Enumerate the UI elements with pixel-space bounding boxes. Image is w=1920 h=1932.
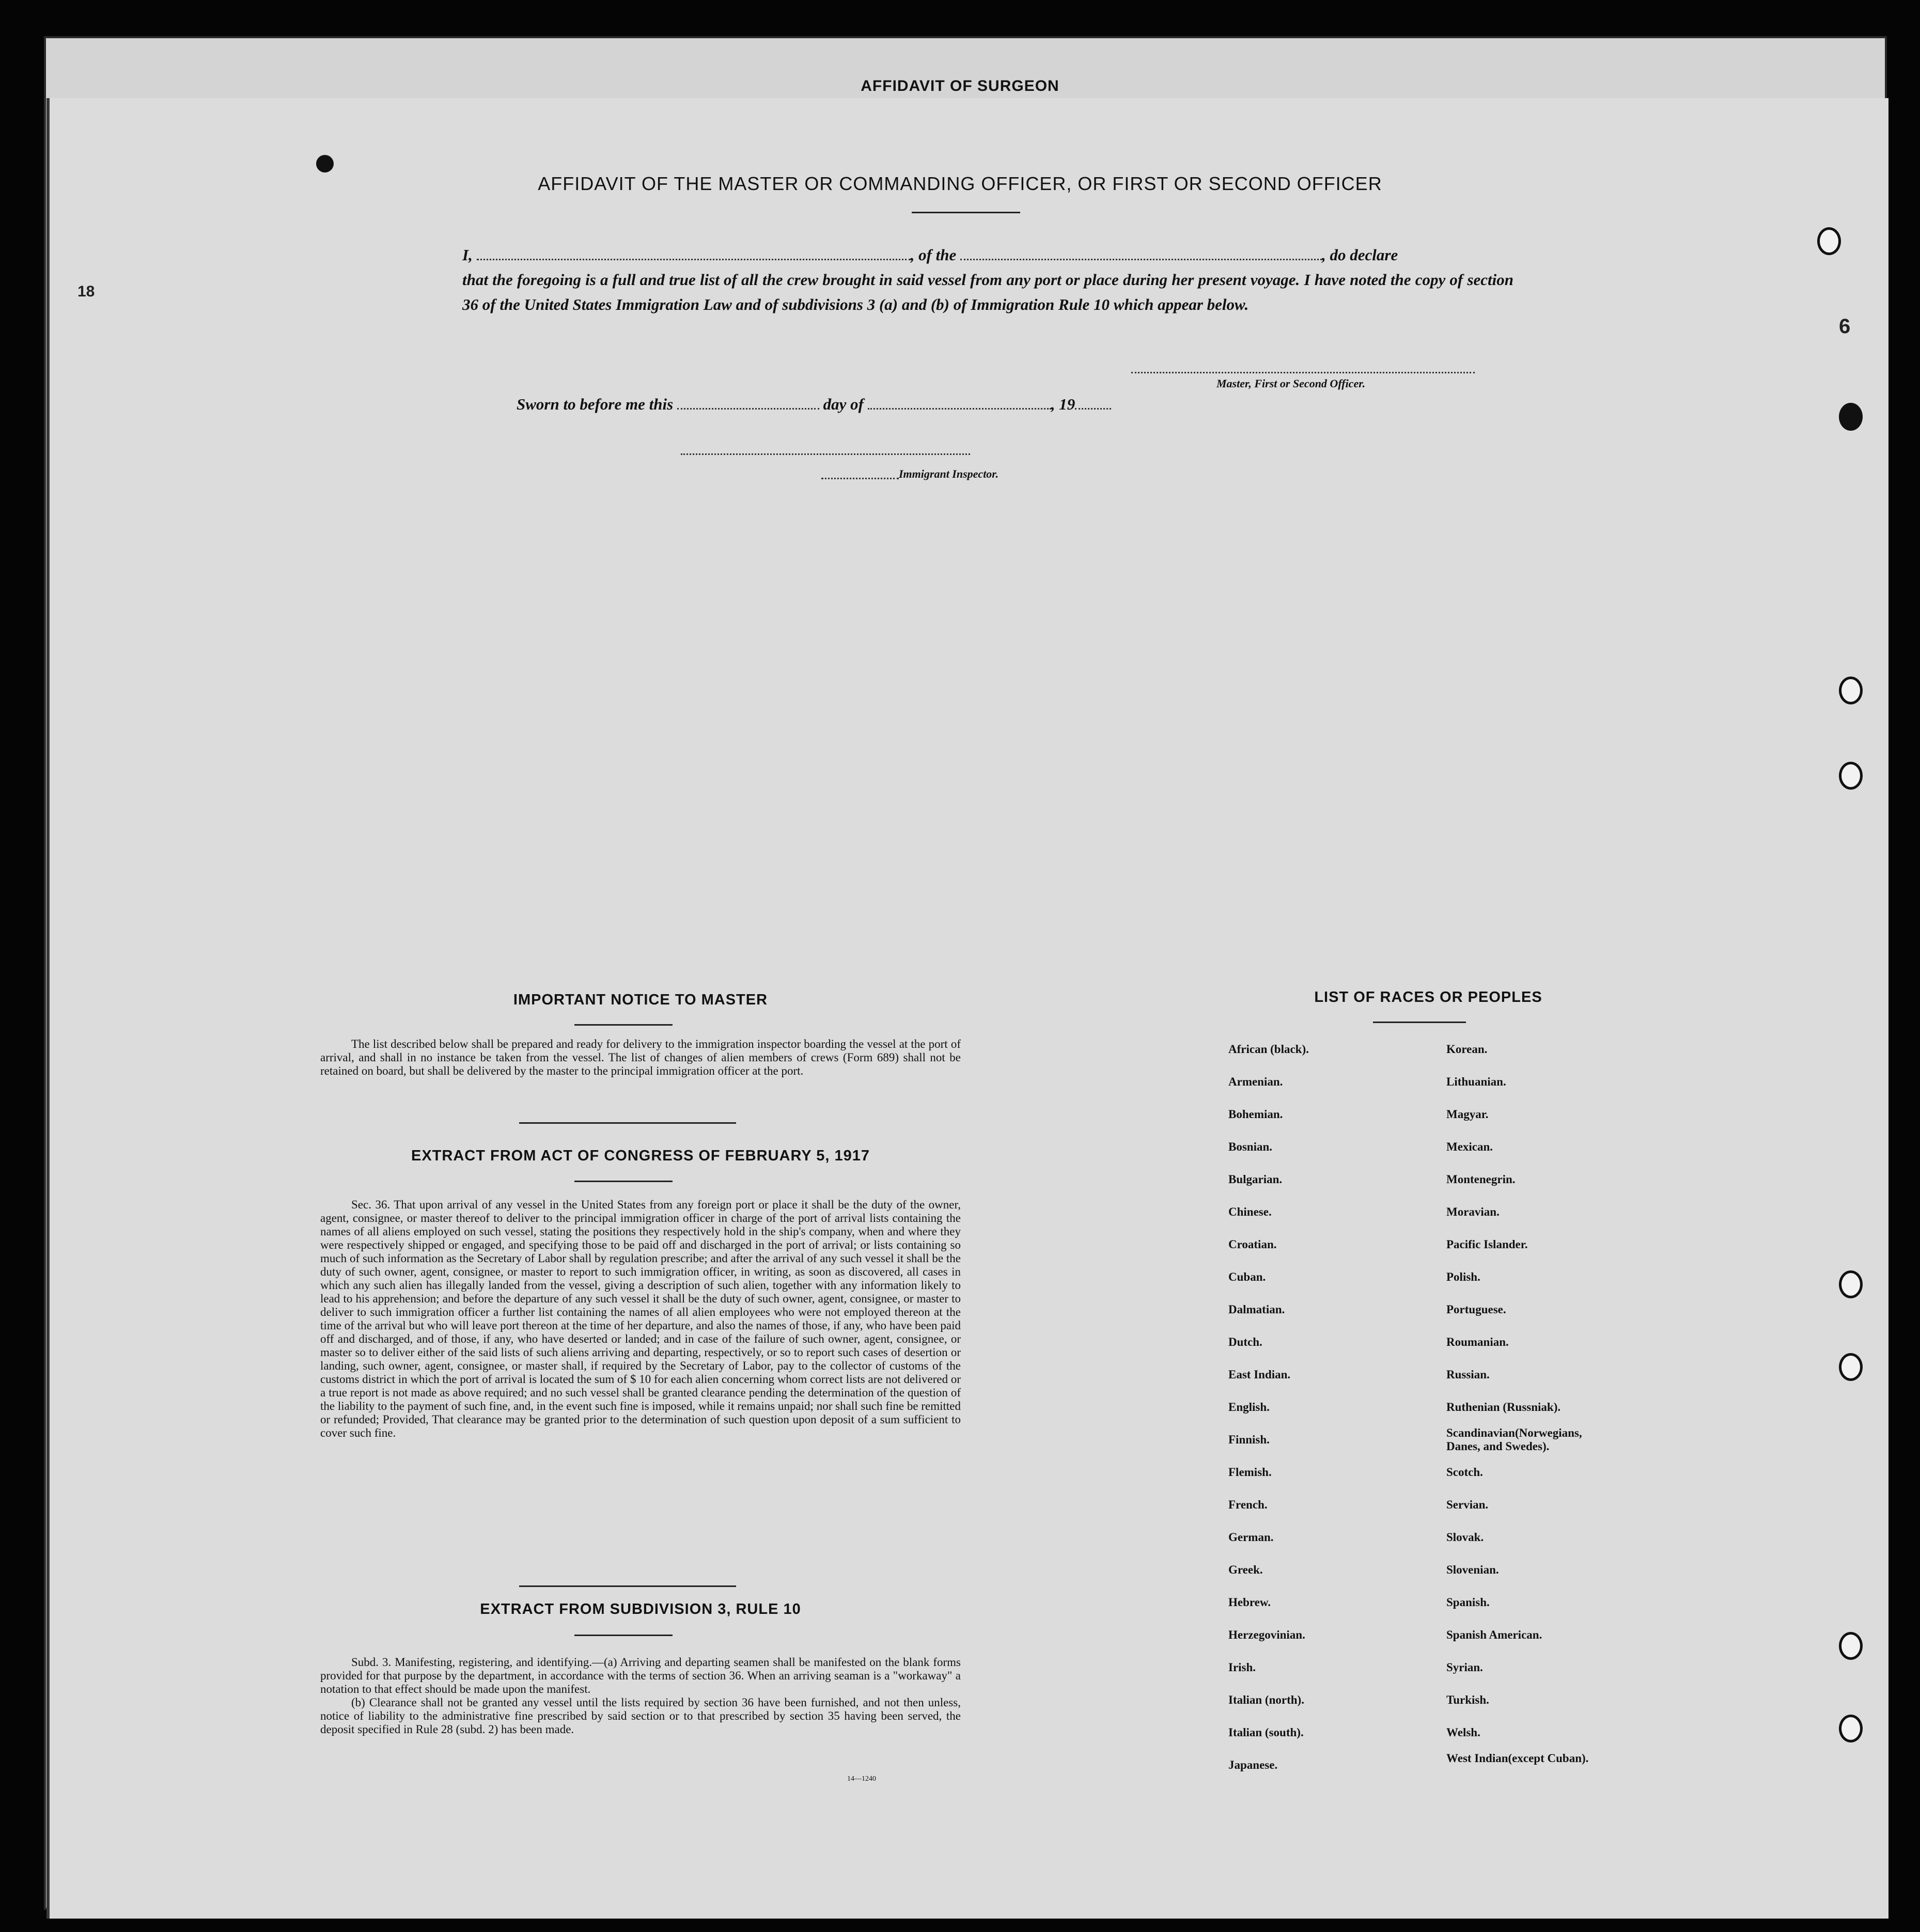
race-item: Chinese. xyxy=(1228,1205,1272,1218)
rule-title-rule xyxy=(574,1635,673,1636)
race-item: Italian (north). xyxy=(1228,1693,1304,1706)
race-item: Greek. xyxy=(1228,1563,1263,1576)
race-item: Pacific Islander. xyxy=(1446,1238,1528,1251)
race-item: Slovenian. xyxy=(1446,1563,1499,1576)
races-right-column xyxy=(1446,1033,1617,1781)
race-item: Turkish. xyxy=(1446,1693,1489,1706)
sworn-year: , 19 xyxy=(1051,395,1075,413)
inspector-caption-line xyxy=(821,478,899,479)
race-item: Armenian. xyxy=(1228,1075,1283,1088)
act-title-rule xyxy=(574,1181,673,1182)
act-paragraph: Sec. 36. That upon arrival of any vessel in the United States from any foreign port or place it shall be the duty of the owner, agent, consignee, or master thereof to deliver to the principal immigration officer in charge of the port of arrival lists containing the names of all aliens employed on such vessel, stating the positions they respectively hold in the ship's company, when and where they were respectively shipped or engaged, and specifying those to be paid off and discharged in the port of arrival; or lists containing so much of such information as the Secretary of Labor shall by regulation prescribe; and after the arrival of any such vessel it shall be the duty of such owner, agent, consignee, or master to report to such immigration officer, in writing, as soon as discovered, all cases in which any such alien has illegally landed from the vessel, giving a description of such alien, together with any information likely to lead to his apprehension; and before the departure of any such vessel it shall be the duty of such owner, agent, consignee, or master to deliver to such immigration officer a further list containing the names of all alien employees who were not employed thereon at the time of the arrival but who will leave port thereon at the time of her departure, and also the names of those, if any, who have been paid off and discharged, and of those, if any, who have deserted or landed; and in case of the failure of such owner, agent, consignee, or master so to deliver either of the said lists of such aliens arriving and departing, respectively, or so to report such cases of desertion or landing, such owner, agent, consignee, or master shall, if required by the Secretary of Labor, pay to the collector of customs of the customs district in which the port of arrival is located the sum of $ 10 for each alien concerning whom correct lists are not delivered or a true report is not made as above required; and no such vessel shall be granted clearance pending the determination of the question of the liability to the payment of such fine, and, in the event such fine is imposed, while it remains unpaid; nor shall such fine be remitted or refunded; Provided, That clearance may be granted prior to the determination of such question upon deposit of a sum sufficient to cover such fine. xyxy=(320,1198,961,1439)
rule-paragraph-a: Subd. 3. Manifesting, registering, and identifying.—(a) Arriving and departing seamen shall be manifested on the blank forms provided for that purpose by the department, in accordance with the terms of section 36. When an arriving seaman is a "workaway" a notation to that effect should be made upon the manifest. xyxy=(320,1656,961,1695)
punch-dot-icon xyxy=(316,155,334,172)
affidavit-declare: , do declare xyxy=(1322,246,1398,264)
binder-hole-icon xyxy=(1839,403,1863,431)
race-item: Dalmatian. xyxy=(1228,1303,1285,1316)
race-item: Ruthenian (Russniak). xyxy=(1446,1401,1561,1413)
master-signature-line[interactable] xyxy=(1131,372,1475,373)
race-item: Portuguese. xyxy=(1446,1303,1506,1316)
act-title: EXTRACT FROM ACT OF CONGRESS OF FEBRUARY 5, 1917 xyxy=(411,1148,870,1164)
notice-end-rule xyxy=(519,1122,736,1124)
race-item: Bohemian. xyxy=(1228,1108,1283,1121)
month-blank[interactable] xyxy=(868,394,1051,410)
affidavit-i: I, xyxy=(462,246,473,264)
race-item: African (black). xyxy=(1228,1043,1309,1056)
race-item: Moravian. xyxy=(1446,1205,1500,1218)
year-blank[interactable] xyxy=(1075,394,1111,410)
race-item: Bulgarian. xyxy=(1228,1173,1283,1186)
race-item: Scotch. xyxy=(1446,1466,1483,1479)
act-text xyxy=(320,1198,961,1440)
race-item: Lithuanian. xyxy=(1446,1075,1506,1088)
vessel-blank[interactable] xyxy=(960,244,1322,260)
binder-hole-icon xyxy=(1839,677,1863,704)
margin-number: 6 xyxy=(1839,315,1851,338)
race-item: Cuban. xyxy=(1228,1270,1266,1283)
form-number: 14—1240 xyxy=(847,1775,876,1783)
rule-text xyxy=(320,1656,961,1736)
race-item: Italian (south). xyxy=(1228,1726,1304,1739)
race-item: Russian. xyxy=(1446,1368,1490,1381)
binder-hole-icon xyxy=(1839,1715,1863,1742)
binder-hole-icon xyxy=(1839,1353,1863,1381)
margin-mark: 18 xyxy=(77,283,95,300)
act-end-rule xyxy=(519,1585,736,1587)
race-item: English. xyxy=(1228,1401,1270,1413)
race-item: Finnish. xyxy=(1228,1433,1270,1446)
race-item: Dutch. xyxy=(1228,1336,1262,1348)
affidavit-title: AFFIDAVIT OF THE MASTER OR COMMANDING OFFICER, OR FIRST OR SECOND OFFICER xyxy=(538,173,1382,194)
race-item: Syrian. xyxy=(1446,1661,1483,1674)
race-item: Servian. xyxy=(1446,1498,1489,1511)
race-item: Welsh. xyxy=(1446,1726,1480,1739)
race-item: Korean. xyxy=(1446,1043,1488,1056)
binder-hole-icon xyxy=(1839,1632,1863,1660)
race-item: Slovak. xyxy=(1446,1531,1484,1544)
sworn-day: day of xyxy=(823,395,864,413)
races-left-column xyxy=(1228,1033,1309,1781)
binder-hole-icon xyxy=(1817,227,1841,255)
affidavit-body xyxy=(462,243,1513,317)
race-item: Magyar. xyxy=(1446,1108,1489,1121)
sworn-prefix: Sworn to before me this xyxy=(517,395,674,413)
race-item: East Indian. xyxy=(1228,1368,1291,1381)
races-title: LIST OF RACES OR PEOPLES xyxy=(1314,989,1542,1006)
race-item: Japanese. xyxy=(1228,1758,1278,1771)
day-blank[interactable] xyxy=(677,394,819,410)
name-blank[interactable] xyxy=(477,244,911,260)
race-item: West Indian(except Cuban). xyxy=(1446,1752,1589,1765)
race-item: Irish. xyxy=(1228,1661,1256,1674)
binder-hole-icon xyxy=(1839,762,1863,790)
race-item: Montenegrin. xyxy=(1446,1173,1516,1186)
inspector-caption: Immigrant Inspector. xyxy=(899,467,999,480)
race-item: Herzegovinian. xyxy=(1228,1628,1305,1641)
race-item: Roumanian. xyxy=(1446,1336,1509,1348)
race-item: Spanish. xyxy=(1446,1596,1490,1609)
race-item: Mexican. xyxy=(1446,1140,1493,1153)
races-title-rule xyxy=(1373,1022,1466,1023)
race-item: Scandinavian(Norwegians, Danes, and Swedes). xyxy=(1446,1426,1582,1453)
race-item: Flemish. xyxy=(1228,1466,1272,1479)
race-item: Hebrew. xyxy=(1228,1596,1271,1609)
affidavit-statement: that the foregoing is a full and true list of all the crew brought in said vessel from any port or place during her present voyage. I have noted the copy of section 36 of the United States Immigration Law and of subdivisions 3 (a) and (b) of Immigration Rule 10 which appear below. xyxy=(462,271,1513,313)
affidavit-title-rule xyxy=(912,212,1020,213)
surgeon-affidavit-header: AFFIDAVIT OF SURGEON xyxy=(861,77,1059,95)
notice-paragraph: The list described below shall be prepared and ready for delivery to the immigration inspector boarding the vessel at the port of arrival, and shall in no instance be taken from the vessel. The list of changes of alien members of crews (Form 689) shall not be retained on board, but shall be delivered by the master to the principal immigration officer at the port. xyxy=(320,1038,961,1077)
race-item: Spanish American. xyxy=(1446,1628,1542,1641)
notice-text xyxy=(320,1038,961,1078)
rule-title: EXTRACT FROM SUBDIVISION 3, RULE 10 xyxy=(480,1601,801,1617)
affidavit-of-the: , of the xyxy=(910,246,957,264)
race-item: Polish. xyxy=(1446,1270,1480,1283)
rule-paragraph-b: (b) Clearance shall not be granted any vessel until the lists required by section 36 have been furnished, and not then unless, notice of liability to the administrative fine prescribed by said section or to that prescribed by section 35 having been served, the deposit specified in Rule 28 (subd. 2) has been made. xyxy=(320,1696,961,1736)
inspector-signature-line[interactable] xyxy=(681,453,970,455)
notice-title-rule xyxy=(574,1024,673,1026)
race-item: Bosnian. xyxy=(1228,1140,1273,1153)
race-item: Croatian. xyxy=(1228,1238,1277,1251)
binder-hole-icon xyxy=(1839,1270,1863,1298)
notice-title: IMPORTANT NOTICE TO MASTER xyxy=(513,992,768,1008)
race-item: German. xyxy=(1228,1531,1274,1544)
sworn-line xyxy=(517,394,1111,414)
master-caption: Master, First or Second Officer. xyxy=(1216,377,1366,390)
race-item: French. xyxy=(1228,1498,1268,1511)
